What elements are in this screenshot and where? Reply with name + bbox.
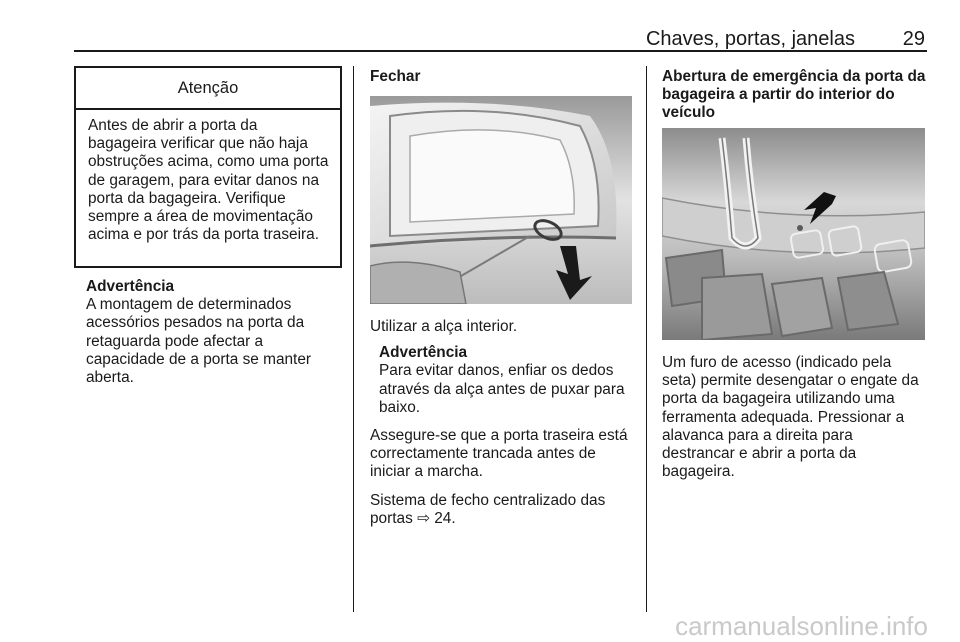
section-heading: Abertura de emergência da porta da bagageira a partir do interior do veículo	[662, 68, 926, 122]
paragraph-text: Sistema de fecho centralizado das portas	[370, 491, 606, 527]
tailgate-closing-illustration	[370, 96, 632, 304]
emergency-text-block	[662, 354, 928, 481]
section-heading: Fechar	[370, 68, 421, 85]
watermark-text: carmanualsonline.info	[675, 611, 928, 641]
column-divider	[646, 66, 647, 612]
closing-text-block	[370, 318, 638, 528]
paragraph: Um furo de acesso (indicado pela seta) permite desengatar o engate da porta da bagageira utilizando uma ferramenta adequada. Pressionar a alavanca para a direita para destrancar e abrir a porta da bagageira.	[662, 354, 919, 481]
note-text: Para evitar danos, enfiar os dedos através da alça antes de puxar para baixo.	[379, 362, 625, 416]
page-header	[74, 28, 927, 50]
illustration-svg	[662, 128, 925, 340]
note-block	[86, 278, 336, 387]
emergency-release-illustration	[662, 128, 925, 340]
paragraph-with-reference	[370, 492, 638, 528]
emergency-heading-block	[662, 68, 926, 123]
page-number: 29	[902, 28, 925, 50]
illustration-svg	[370, 96, 632, 304]
image-caption: Utilizar a alça interior.	[370, 318, 518, 335]
note-title: Advertência	[379, 344, 468, 362]
closing-heading-block	[370, 68, 636, 86]
section-title: Chaves, portas, janelas	[645, 28, 855, 50]
caution-box	[74, 66, 342, 268]
column-divider	[353, 66, 354, 612]
header-rule	[74, 50, 927, 52]
caution-title: Atenção	[76, 68, 340, 110]
note-text: A montagem de determinados acessórios pesados na porta da retaguarda pode afectar a capacidade de a porta se manter aberta.	[86, 296, 312, 387]
note-title: Advertência	[86, 278, 175, 295]
caution-text: Antes de abrir a porta da bagageira verificar que não haja obstruções acima, como uma porta de garagem, para evitar danos na porta da bagageira. Verifique sempre a área de movimentação acima e por trás da porta traseira.	[88, 117, 329, 244]
reference-page-link[interactable]: 24.	[434, 509, 456, 527]
note-block	[379, 344, 638, 417]
reference-arrow-icon: ⇨	[417, 509, 430, 527]
paragraph: Assegure-se que a porta traseira está correctamente trancada antes de iniciar a marcha.	[370, 427, 628, 481]
